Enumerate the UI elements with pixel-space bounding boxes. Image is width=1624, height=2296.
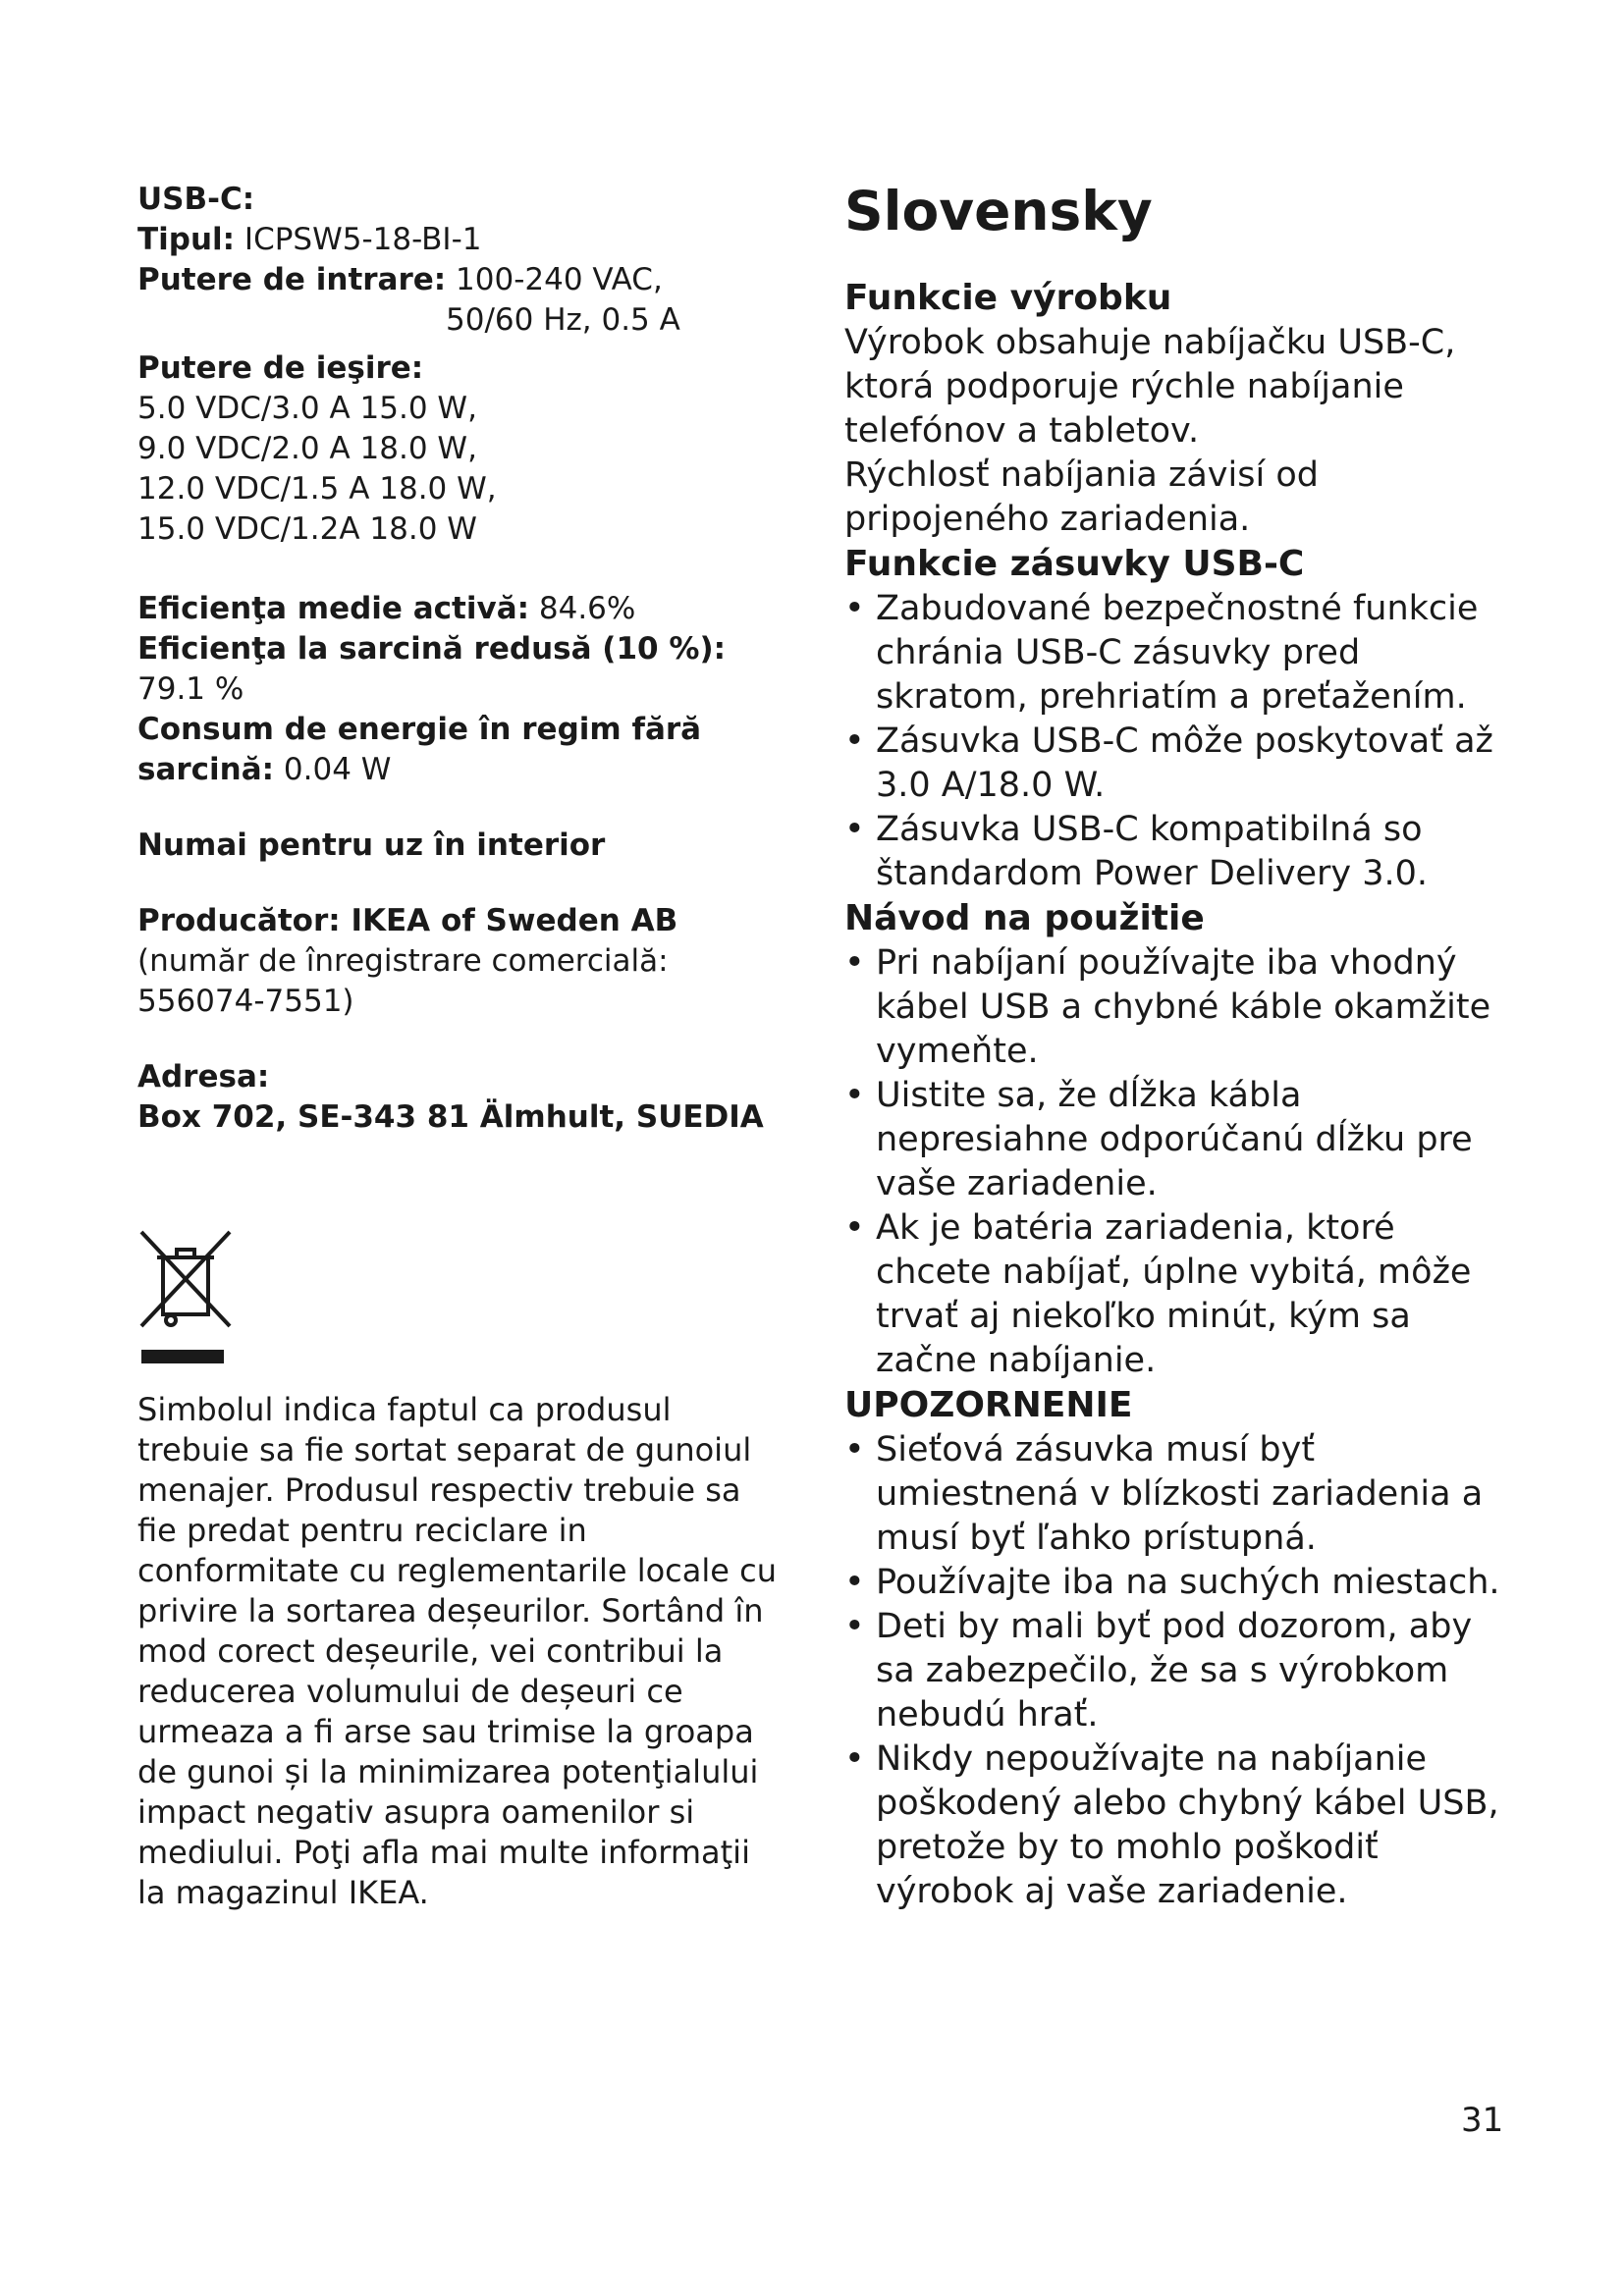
right-column <box>844 180 1512 1914</box>
list-item: • Používajte iba na suchých miestach. <box>844 1561 1512 1605</box>
left-column <box>137 180 785 1913</box>
eff-active-label: Eficienţa medie activă: <box>137 591 530 626</box>
output-value-1: 5.0 VDC/3.0 A 15.0 W, <box>137 391 477 426</box>
noload-value: 0.04 W <box>283 752 392 787</box>
usage-heading: Návod na použitie <box>844 898 1205 938</box>
list-item: • Pri nabíjaní používajte iba vhodný kábel USB a chybné káble okamžite vymeňte. <box>844 941 1512 1074</box>
registration-line-2: 556074-7551) <box>137 984 354 1019</box>
weee-symbol-graphic <box>137 1228 236 1365</box>
list-item: • Deti by mali byť pod dozorom, aby sa zabezpečilo, že sa s výrobkom nebudú hrať. <box>844 1605 1512 1737</box>
list-item: • Uistite sa, že dĺžka kábla nepresiahne odporúčanú dĺžku pre vaše zariadenie. <box>844 1074 1512 1206</box>
socket-heading: Funkcie zásuvky USB-C <box>844 544 1305 584</box>
usbc-heading: USB-C: <box>137 182 255 217</box>
list-item: • Sieťová zásuvka musí byť umiestnená v blízkosti zariadenia a musí byť ľahko prístupná. <box>844 1428 1512 1561</box>
eff-low-value: 79.1 % <box>137 671 244 707</box>
input-value-2: 50/60 Hz, 0.5 A <box>446 302 680 338</box>
output-label: Putere de ieşire: <box>137 350 424 386</box>
features-paragraph-1: Výrobok obsahuje nabíjačku USB-C, ktorá podporuje rýchle nabíjanie telefónov a tabletov. <box>844 323 1456 451</box>
eff-active-value: 84.6% <box>538 591 636 626</box>
address-label: Adresa: <box>137 1059 270 1095</box>
registration-line-1: (număr de înregistrare comercială: <box>137 943 669 979</box>
warning-heading: UPOZORNENIE <box>844 1385 1133 1425</box>
page-number: 31 <box>1461 2101 1504 2140</box>
eff-active-line <box>137 589 785 629</box>
list-item: • Zabudované bezpečnostné funkcie chránia USB-C zásuvky pred skratom, prehriatím a preťažením. <box>844 587 1512 720</box>
list-item: • Zásuvka USB-C kompatibilná so štandardom Power Delivery 3.0. <box>844 808 1512 896</box>
list-item: • Zásuvka USB-C môže poskytovať až 3.0 A/18.0 W. <box>844 720 1512 808</box>
type-line <box>137 220 785 260</box>
noload-label: Consum de energie în regim fără sarcină: <box>137 712 702 787</box>
features-heading: Funkcie výrobku <box>844 278 1172 318</box>
output-value-4: 15.0 VDC/1.2A 18.0 W <box>137 511 477 547</box>
input-label: Putere de intrare: <box>137 262 447 297</box>
output-value-3: 12.0 VDC/1.5 A 18.0 W, <box>137 471 497 507</box>
address-value: Box 702, SE-343 81 Älmhult, SUEDIA <box>137 1099 764 1135</box>
warning-list <box>844 1428 1512 1914</box>
manufacturer: Producător: IKEA of Sweden AB <box>137 903 678 938</box>
list-item: • Ak je batéria zariadenia, ktoré chcete nabíjať, úplne vybitá, môže trvať aj niekoľko minút, kým sa začne nabíjanie. <box>844 1206 1512 1383</box>
page-title: Slovensky <box>844 180 1153 242</box>
input-value-1: 100-240 VAC, <box>456 262 663 297</box>
weee-paragraph: Simbolul indica faptul ca produsul trebuie sa fie sortat separat de gunoiul menajer. Produsul respectiv trebuie sa fie predat pentru reciclare in conformitate cu reglementarile locale cu privire la sortarea deșeurilor. Sortând în mod corect deșeurile, vei contribui la reducerea volumului de deșeuri ce urmeaza a fi arse sau trimise la groapa de gunoi și la minimizarea potenţialului impact negativ asupra oamenilor si mediului. Poţi afla mai multe informaţii la magazinul IKEA. <box>137 1391 777 1911</box>
socket-list <box>844 587 1512 896</box>
crossed-out-wheelie-bin-icon <box>137 1228 245 1376</box>
eff-low-label: Eficienţa la sarcină redusă (10 %): <box>137 631 727 667</box>
type-label: Tipul: <box>137 222 236 257</box>
output-value-2: 9.0 VDC/2.0 A 18.0 W, <box>137 431 477 466</box>
type-value: ICPSW5-18-BI-1 <box>244 222 482 257</box>
input-line <box>137 260 785 300</box>
indoor-only: Numai pentru uz în interior <box>137 828 606 863</box>
noload-line <box>137 710 785 790</box>
features-paragraph-2: Rýchlosť nabíjania závisí od pripojeného zariadenia. <box>844 455 1319 539</box>
usage-list <box>844 941 1512 1383</box>
list-item: • Nikdy nepoužívajte na nabíjanie poškodený alebo chybný kábel USB, pretože by to mohlo poškodiť výrobok aj vaše zariadenie. <box>844 1737 1512 1914</box>
